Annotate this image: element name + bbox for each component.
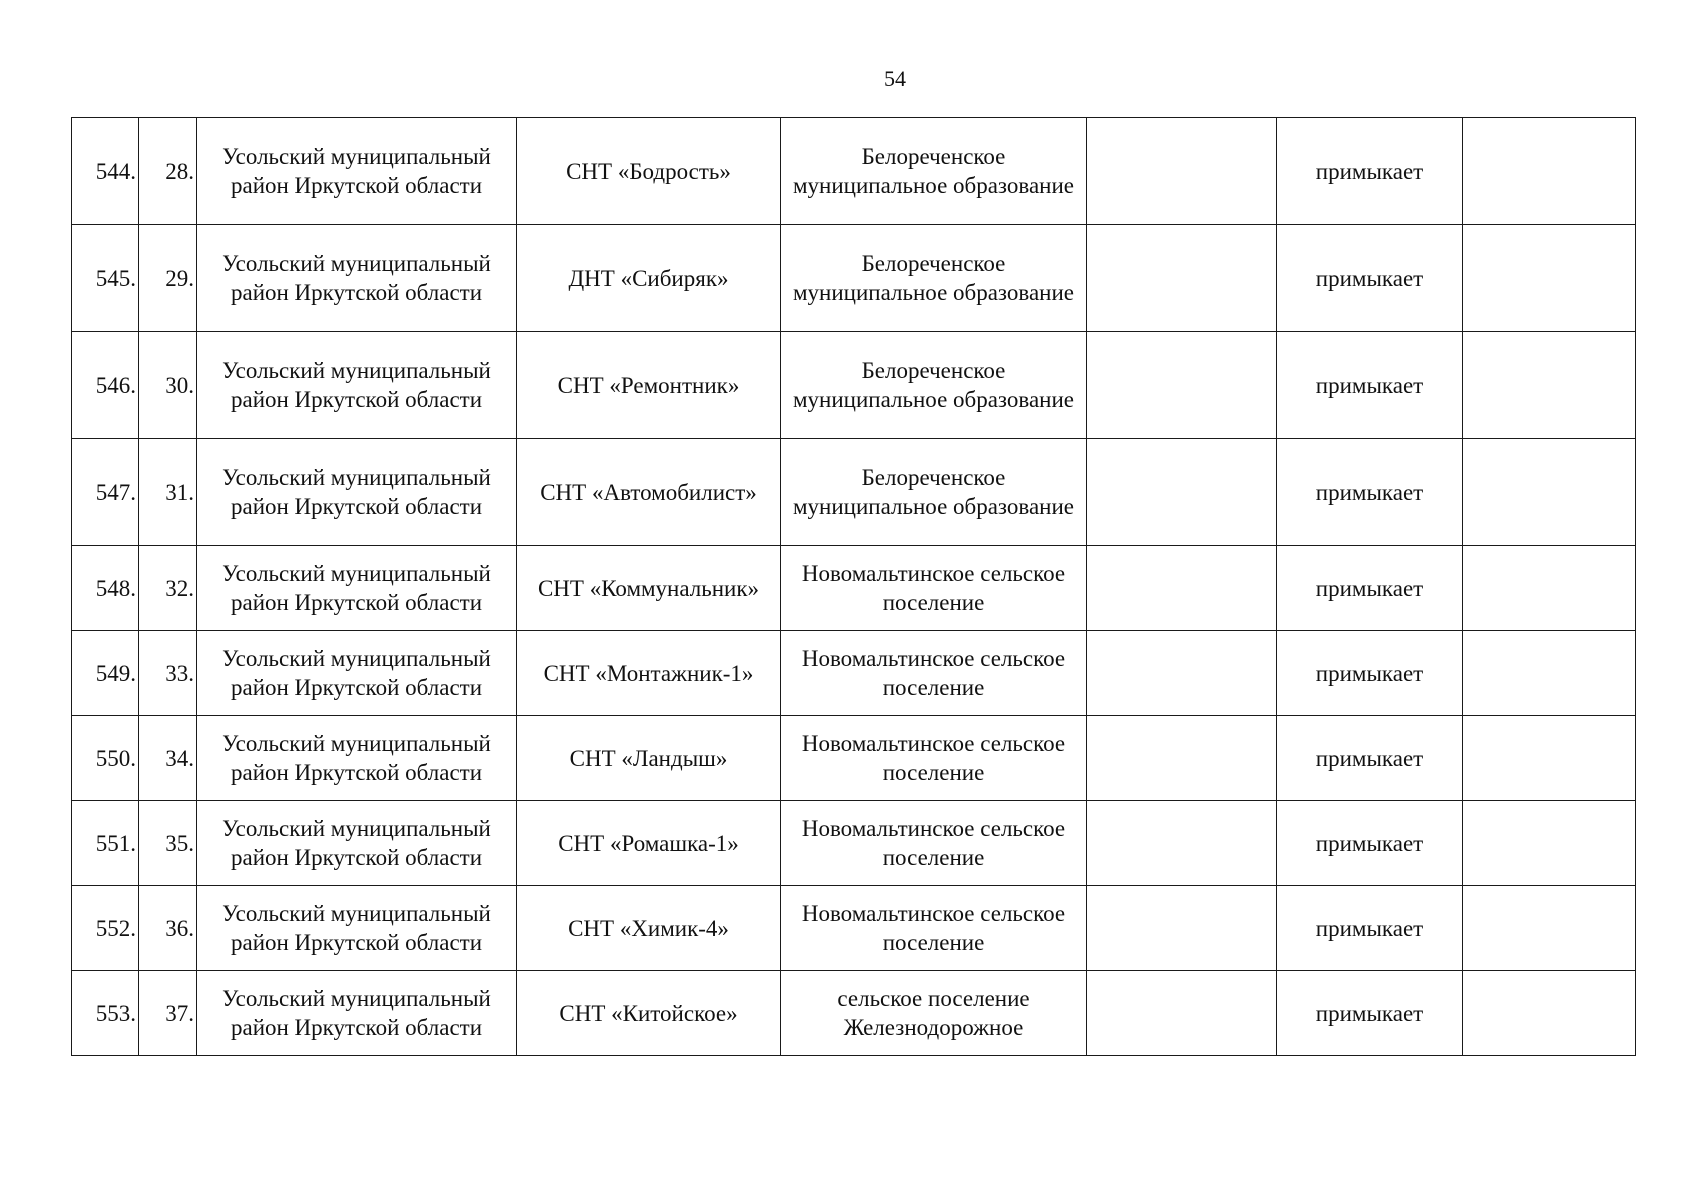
- row-number: 552.: [72, 886, 139, 971]
- district-cell: Усольский муниципальный район Иркутской области: [197, 332, 517, 439]
- name-cell: СНТ «Ремонтник»: [517, 332, 781, 439]
- municipality-cell: Белореченское муниципальное образование: [781, 332, 1087, 439]
- row-number: 548.: [72, 546, 139, 631]
- district-cell: Усольский муниципальный район Иркутской области: [197, 631, 517, 716]
- municipality-cell: Белореченское муниципальное образование: [781, 225, 1087, 332]
- district-cell: Усольский муниципальный район Иркутской области: [197, 118, 517, 225]
- table-row: [72, 716, 1636, 801]
- row-number: 544.: [72, 118, 139, 225]
- district-cell: Усольский муниципальный район Иркутской области: [197, 439, 517, 546]
- status-cell: примыкает: [1277, 118, 1463, 225]
- row-subnumber: 32.: [139, 546, 197, 631]
- empty-cell: [1087, 546, 1277, 631]
- row-number: 551.: [72, 801, 139, 886]
- name-cell: СНТ «Ромашка-1»: [517, 801, 781, 886]
- status-cell: примыкает: [1277, 886, 1463, 971]
- municipality-cell: Белореченское муниципальное образование: [781, 118, 1087, 225]
- status-cell: примыкает: [1277, 716, 1463, 801]
- name-cell: СНТ «Монтажник-1»: [517, 631, 781, 716]
- empty-cell: [1463, 631, 1636, 716]
- empty-cell: [1087, 225, 1277, 332]
- status-cell: примыкает: [1277, 971, 1463, 1056]
- row-subnumber: 34.: [139, 716, 197, 801]
- municipality-cell: Новомальтинское сельское поселение: [781, 631, 1087, 716]
- row-subnumber: 36.: [139, 886, 197, 971]
- empty-cell: [1087, 332, 1277, 439]
- empty-cell: [1463, 118, 1636, 225]
- row-subnumber: 30.: [139, 332, 197, 439]
- district-cell: Усольский муниципальный район Иркутской области: [197, 971, 517, 1056]
- name-cell: СНТ «Бодрость»: [517, 118, 781, 225]
- empty-cell: [1087, 801, 1277, 886]
- row-number: 546.: [72, 332, 139, 439]
- district-cell: Усольский муниципальный район Иркутской области: [197, 801, 517, 886]
- municipality-cell: Новомальтинское сельское поселение: [781, 716, 1087, 801]
- municipality-cell: Белореченское муниципальное образование: [781, 439, 1087, 546]
- table-row: [72, 971, 1636, 1056]
- table-row: [72, 886, 1636, 971]
- name-cell: СНТ «Коммунальник»: [517, 546, 781, 631]
- table-row: [72, 801, 1636, 886]
- district-cell: Усольский муниципальный район Иркутской области: [197, 886, 517, 971]
- empty-cell: [1087, 631, 1277, 716]
- row-subnumber: 37.: [139, 971, 197, 1056]
- empty-cell: [1087, 118, 1277, 225]
- row-subnumber: 31.: [139, 439, 197, 546]
- row-number: 549.: [72, 631, 139, 716]
- empty-cell: [1463, 546, 1636, 631]
- empty-cell: [1087, 886, 1277, 971]
- name-cell: СНТ «Автомобилист»: [517, 439, 781, 546]
- table-row: [72, 546, 1636, 631]
- row-number: 547.: [72, 439, 139, 546]
- page-number: 54: [884, 66, 906, 91]
- status-cell: примыкает: [1277, 332, 1463, 439]
- row-subnumber: 33.: [139, 631, 197, 716]
- row-subnumber: 28.: [139, 118, 197, 225]
- row-number: 545.: [72, 225, 139, 332]
- empty-cell: [1463, 886, 1636, 971]
- table-row: [72, 118, 1636, 225]
- empty-cell: [1087, 716, 1277, 801]
- district-cell: Усольский муниципальный район Иркутской области: [197, 546, 517, 631]
- row-subnumber: 29.: [139, 225, 197, 332]
- empty-cell: [1087, 439, 1277, 546]
- table-row: [72, 439, 1636, 546]
- empty-cell: [1087, 971, 1277, 1056]
- status-cell: примыкает: [1277, 546, 1463, 631]
- empty-cell: [1463, 439, 1636, 546]
- name-cell: СНТ «Китойское»: [517, 971, 781, 1056]
- district-cell: Усольский муниципальный район Иркутской области: [197, 225, 517, 332]
- status-cell: примыкает: [1277, 439, 1463, 546]
- row-number: 550.: [72, 716, 139, 801]
- registry-table: [71, 117, 1636, 1056]
- empty-cell: [1463, 801, 1636, 886]
- row-subnumber: 35.: [139, 801, 197, 886]
- empty-cell: [1463, 332, 1636, 439]
- table-row: [72, 225, 1636, 332]
- empty-cell: [1463, 716, 1636, 801]
- municipality-cell: Новомальтинское сельское поселение: [781, 546, 1087, 631]
- table-row: [72, 332, 1636, 439]
- table-row: [72, 631, 1636, 716]
- empty-cell: [1463, 971, 1636, 1056]
- row-number: 553.: [72, 971, 139, 1056]
- name-cell: ДНТ «Сибиряк»: [517, 225, 781, 332]
- name-cell: СНТ «Ландыш»: [517, 716, 781, 801]
- status-cell: примыкает: [1277, 225, 1463, 332]
- empty-cell: [1463, 225, 1636, 332]
- municipality-cell: Новомальтинское сельское поселение: [781, 801, 1087, 886]
- municipality-cell: Новомальтинское сельское поселение: [781, 886, 1087, 971]
- status-cell: примыкает: [1277, 801, 1463, 886]
- district-cell: Усольский муниципальный район Иркутской области: [197, 716, 517, 801]
- name-cell: СНТ «Химик-4»: [517, 886, 781, 971]
- municipality-cell: сельское поселение Железнодорожное: [781, 971, 1087, 1056]
- status-cell: примыкает: [1277, 631, 1463, 716]
